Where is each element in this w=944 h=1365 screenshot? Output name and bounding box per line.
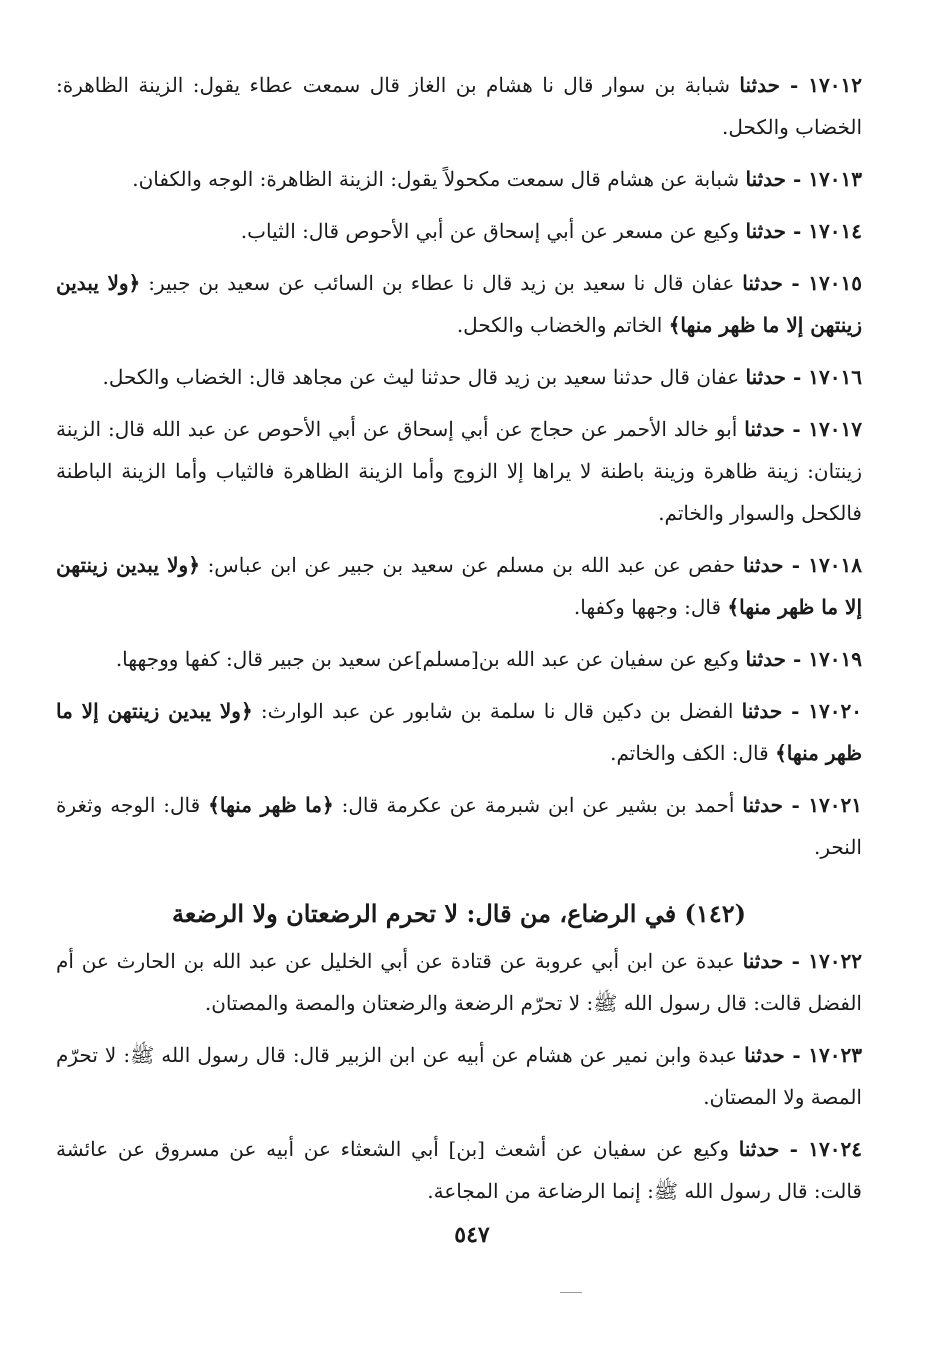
hadith-entry: ١٧٠٢٢ - حدثنا عبدة عن ابن أبي عروبة عن قتادة عن أبي الخليل عن عبد الله بن الحارث عن أم الفضل قالت: قال رسول الله ﷺ: لا تحرّم الرضعة والرضعتان والمصة والمصتان. [56,949,862,1015]
scan-speck [560,1292,582,1293]
entry-text: وكيع عن مسعر عن أبي إسحاق عن أبي الأحوص قال: الثياب. [240,219,746,243]
entry-text-after: قال: الكف والخاتم. [610,741,776,765]
entry-text-after: قال: وجهها وكفها. [573,595,728,619]
entry-number: ١٧٠١٧ [808,417,862,441]
narration-word: حدثنا [742,553,784,577]
narration-word: حدثنا [742,949,784,973]
entry-number: ١٧٠٢٤ [808,1137,862,1161]
entry-number: ١٧٠١٣ [808,167,862,191]
hadith-entry: ١٧٠١٥ - حدثنا عفان قال نا سعيد بن زيد قال نا عطاء بن السائب عن سعيد بن جبير: ﴿ولا يبدين زينتهن إلا ما ظهر منها﴾ الخاتم والخضاب والكحل. [56,271,862,337]
hadith-entry: ١٧٠١٦ - حدثنا عفان قال حدثنا سعيد بن زيد قال حدثنا ليث عن مجاهد قال: الخضاب والكحل. [102,365,862,389]
narration-word: حدثنا [739,73,780,97]
entry-number: ١٧٠١٤ [808,219,862,243]
hadith-entry: ١٧٠٢١ - حدثنا أحمد بن بشير عن ابن شبرمة عن عكرمة قال: ﴿ما ظهر منها﴾ قال: الوجه وثغرة النحر. [56,793,863,859]
entry-number: ١٧٠١٢ [808,73,862,97]
entry-text: عبدة وابن نمير عن هشام عن أبيه عن ابن الزبير قال: قال رسول الله ﷺ: لا تحرّم المصة ولا المصتان. [56,1043,862,1109]
hadith-entry: ١٧٠٢٤ - حدثنا وكيع عن سفيان عن أشعث [بن] أبي الشعثاء عن أبيه عن مسروق عن عائشة قالت: قال رسول الله ﷺ: إنما الرضاعة من المجاعة. [56,1137,862,1203]
narration-word: حدثنا [741,699,783,723]
narration-word: حدثنا [738,1137,780,1161]
entry-text: أحمد بن بشير عن ابن شبرمة عن عكرمة قال: [333,793,743,817]
entry-number: ١٧٠٢١ [808,793,863,817]
entry-number: ١٧٠٢٠ [808,699,862,723]
entry-text: عفان قال حدثنا سعيد بن زيد قال حدثنا ليث عن مجاهد قال: الخضاب والكحل. [102,365,746,389]
entry-number: ١٧٠١٦ [808,365,862,389]
entry-text-after: قال: الوجه وثغرة النحر. [56,793,862,859]
entry-text: وكيع عن سفيان عن أشعث [بن] أبي الشعثاء عن أبيه عن مسروق عن عائشة قالت: قال رسول الله ﷺ: إنما الرضاعة من المجاعة. [56,1137,862,1203]
page-number: ٥٤٧ [454,1222,490,1248]
narration-word: حدثنا [742,793,783,817]
narration-word: حدثنا [745,647,787,671]
hadith-entry: ١٧٠٢٣ - حدثنا عبدة وابن نمير عن هشام عن أبيه عن ابن الزبير قال: قال رسول الله ﷺ: لا تحرّم المصة ولا المصتان. [56,1043,862,1109]
entry-text: حفص عن عبد الله بن مسلم عن سعيد بن جبير عن ابن عباس: [199,553,743,577]
entry-number: ١٧٠٢٢ [808,949,862,973]
entry-text-after: الخاتم والخضاب والكحل. [456,313,669,337]
hadith-entry: ١٧٠١٧ - حدثنا أبو خالد الأحمر عن حجاج عن أبي إسحاق عن أبي الأحوص عن عبد الله قال: الزينة زينتان: زينة ظاهرة وزينة باطنة لا يراها إلا الزوج وأما الزينة الظاهرة فالثياب وأما الزينة الباطنة فالكحل والسوار والخاتم. [56,417,862,525]
hadith-entry: ١٧٠٢٠ - حدثنا الفضل بن دكين قال نا سلمة بن شابور عن عبد الوارث: ﴿ولا يبدين زينتهن إلا ما ظهر منها﴾ قال: الكف والخاتم. [56,699,862,765]
entry-text: عفان قال نا سعيد بن زيد قال نا عطاء بن السائب عن سعيد بن جبير: [140,271,743,295]
narration-word: حدثنا [745,167,787,191]
entry-text: عبدة عن ابن أبي عروبة عن قتادة عن أبي الخليل عن عبد الله بن الحارث عن أم الفضل قالت: قال رسول الله ﷺ: لا تحرّم الرضعة والرضعتان والمصة والمصتان. [56,949,862,1015]
entry-number: ١٧٠١٩ [808,647,862,671]
hadith-entry: ١٧٠١٤ - حدثنا وكيع عن مسعر عن أبي إسحاق عن أبي الأحوص قال: الثياب. [240,219,862,243]
entry-text: وكيع عن سفيان عن عبد الله بن[مسلم]عن سعيد بن جبير قال: كفها ووجهها. [115,647,746,671]
narration-word: حدثنا [744,417,785,441]
quran-quote: ﴿ولا يبدين زينتهن إلا ما ظهر منها﴾ [56,271,862,337]
hadith-entry: ١٧٠١٩ - حدثنا وكيع عن سفيان عن عبد الله بن[مسلم]عن سعيد بن جبير قال: كفها ووجهها. [115,647,862,671]
section-heading: (١٤٢) في الرضاع، من قال: لا تحرم الرضعتان ولا الرضعة [172,899,746,928]
quran-quote: ﴿ما ظهر منها﴾ [208,793,334,817]
hadith-entry: ١٧٠١٣ - حدثنا شبابة عن هشام قال سمعت مكحولاً يقول: الزينة الظاهرة: الوجه والكفان. [132,167,862,191]
entry-number: ١٧٠١٨ [808,553,862,577]
hadith-entry: ١٧٠١٨ - حدثنا حفص عن عبد الله بن مسلم عن سعيد بن جبير عن ابن عباس: ﴿ولا يبدين زينتهن إلا ما ظهر منها﴾ قال: وجهها وكفها. [56,553,862,619]
entry-number: ١٧٠٢٣ [808,1043,862,1067]
quran-quote: ﴿ولا يبدين زينتهن إلا ما ظهر منها﴾ [56,699,862,765]
narration-word: حدثنا [742,271,783,295]
main-text [56,64,862,1222]
entry-text: شبابة بن سوار قال نا هشام بن الغاز قال سمعت عطاء يقول: الزينة الظاهرة: الخضاب والكحل. [56,73,862,139]
entry-text: شبابة عن هشام قال سمعت مكحولاً يقول: الزينة الظاهرة: الوجه والكفان. [132,167,746,191]
entry-text: أبو خالد الأحمر عن حجاج عن أبي إسحاق عن أبي الأحوص عن عبد الله قال: الزينة زينتان: زينة ظاهرة وزينة باطنة لا يراها إلا الزوج وأما الزينة الظاهرة فالثياب وأما الزينة الباطنة فالكحل والسوار والخاتم. [56,417,862,525]
quran-quote: ﴿ولا يبدين زينتهن إلا ما ظهر منها﴾ [56,553,862,619]
entry-text: الفضل بن دكين قال نا سلمة بن شابور عن عبد الوارث: [252,699,742,723]
entry-number: ١٧٠١٥ [808,271,862,295]
narration-word: حدثنا [745,219,787,243]
hadith-entry: ١٧٠١٢ - حدثنا شبابة بن سوار قال نا هشام بن الغاز قال سمعت عطاء يقول: الزينة الظاهرة: الخضاب والكحل. [56,73,862,139]
narration-word: حدثنا [744,1043,785,1067]
narration-word: حدثنا [745,365,787,389]
